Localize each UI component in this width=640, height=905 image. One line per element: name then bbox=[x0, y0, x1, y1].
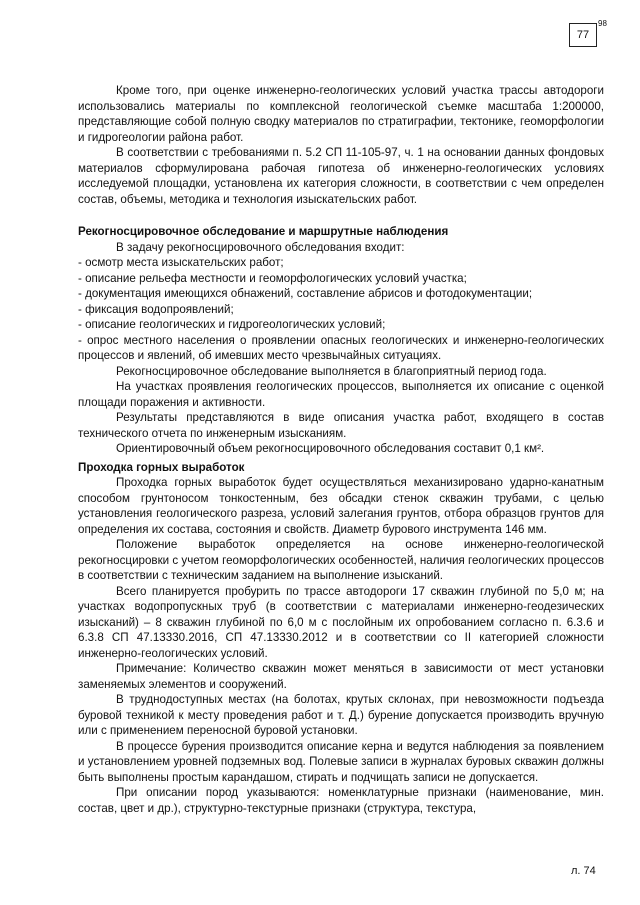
page-number-box: 77 bbox=[569, 23, 597, 47]
section2-paragraph: Всего планируется пробурить по трассе автодороги 17 скважин глубиной по 5,0 м; на участках водопропускных труб (в соответствии с материалами инженерно-геодезических изысканий) – 8 скважин глубиной по 6,0 м с послойным их опробованием согласно п. 6.3.6 и 6.3.8 СП 47.13330.2016, СП 47.13330.2012 и в соответствии со II категорией сложности инженерно-геологических условий. bbox=[78, 584, 604, 660]
intro-paragraph-1: Кроме того, при оценке инженерно-геологических условий участка трассы автодороги использовались материалы по комплексной геологической съемке масштаба 1:200000, представляющие собой полную сводку материалов по стратиграфии, тектонике, геоморфологии и гидрогеологии района работ. bbox=[78, 84, 604, 144]
section2-paragraph: Примечание: Количество скважин может меняться в зависимости от мест установки заменяемых элементов и сооружений. bbox=[78, 662, 604, 691]
section-heading-drilling: Проходка горных выработок bbox=[78, 460, 245, 474]
list-item: - осмотр места изыскательских работ; bbox=[78, 256, 284, 269]
section-heading-reconnaissance: Рекогносцировочное обследование и маршрутные наблюдения bbox=[78, 225, 449, 238]
section2-paragraph: В труднодоступных местах (на болотах, крутых склонах, при невозможности подъезда буровой техникой к месту проведения работ и т. Д.) бурение допускается производить вручную или с применением переносной буровой установки. bbox=[78, 693, 604, 737]
section1-paragraph: Рекогносцировочное обследование выполняется в благоприятный период года. bbox=[116, 364, 547, 378]
intro-paragraph-2: В соответствии с требованиями п. 5.2 СП 11-105-97, ч. 1 на основании данных фондовых материалов сформулирована рабочая гипотеза об инженерно-геологических условиях исследуемой площадки, установлена их категория сложности, в соответствии с чем определен состав, объемы, методика и технология изыскательских работ. bbox=[78, 146, 604, 206]
list-item: - фиксация водопроявлений; bbox=[78, 302, 234, 316]
section1-paragraph: На участках проявления геологических процессов, выполняется их описание с оценкой площади поражения и активности. bbox=[78, 380, 604, 409]
section1-paragraph: Ориентировочный объем рекогносцировочного обследования составит 0,1 км². bbox=[116, 442, 545, 455]
section1-paragraph: Результаты представляются в виде описания участка работ, входящего в состав технического отчета по инженерным изысканиям. bbox=[78, 411, 604, 440]
section2-paragraph: В процессе бурения производится описание керна и ведутся наблюдения за появлением и установлением уровней подземных вод. Полевые записи в журналах буровых скважин должны быть выполнены простым карандашом, стирать и подчищать записи не допускается. bbox=[78, 739, 604, 784]
section2-paragraph: Проходка горных выработок будет осуществляться механизировано ударно-канатным способом грунтоносом тонкостенным, без обсадки стенок скважин трубами, с целью установления геологического разреза, условий залегания грунтов, отбора образцов грунтов для определения их состава, состояния и свойств. Диаметр бурового инструмента 146 мм. bbox=[78, 476, 604, 536]
list-item: - описание рельефа местности и геоморфологических условий участка; bbox=[78, 271, 467, 285]
section1-intro: В задачу рекогносцировочного обследования входит: bbox=[116, 240, 405, 254]
list-item: - опрос местного населения о проявлении опасных геологических и инженерно-геологических процессов и явлений, об имевших место чрезвычайных ситуациях. bbox=[78, 333, 604, 362]
list-item: - описание геологических и гидрогеологических условий; bbox=[78, 318, 386, 331]
section2-paragraph: Положение выработок определяется на основе инженерно-геологической рекогносцировки с учетом геоморфологических особенностей, наличия геологических процессов в соответствии с техническим заданием на выполнение изысканий. bbox=[78, 538, 604, 582]
sheet-number: л. 74 bbox=[571, 865, 596, 877]
section2-paragraph: При описании пород указываются: номенклатурные признаки (наименование, мин. состав, цвет и др.), структурно-текстурные признаки (структура, текстура, bbox=[78, 786, 604, 815]
list-item: - документация имеющихся обнажений, составление абрисов и фотодокументации; bbox=[78, 287, 533, 300]
document-body bbox=[78, 83, 604, 816]
corner-page-number: 98 bbox=[598, 19, 607, 28]
